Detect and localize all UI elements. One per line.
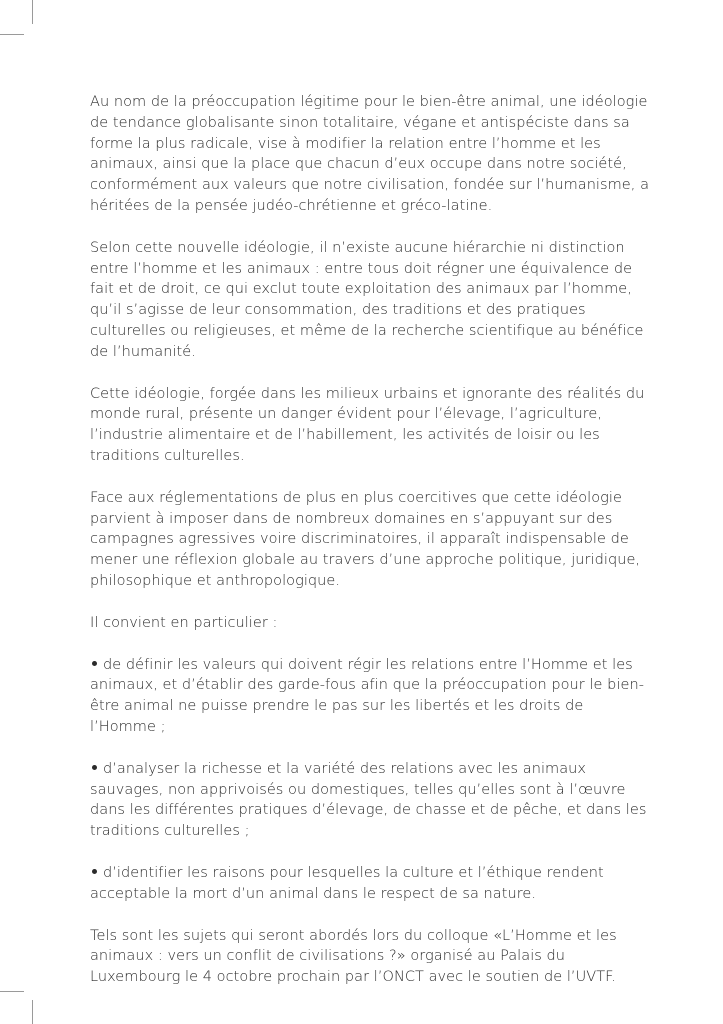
crop-mark-top-vertical (32, 0, 33, 24)
crop-mark-top-horizontal (0, 34, 24, 35)
bullet-text: de définir les valeurs qui doivent régir les relations entre l’Homme et les animaux, et d’établir des garde-fous afin que la préoccupation pour le bien-être animal ne puisse prendre le pas sur les libertés et les droits de l’Homme ; (90, 656, 645, 735)
paragraph-ideology: Selon cette nouvelle idéologie, il n’existe aucune hiérarchie ni distinction entre l’homme et les animaux : entre tous doit régner une équivalence de fait et de droit, ce qui exclut toute exploitation des animaux par l’homme, qu’il s’agisse de leur consommation, des traditions et des pratiques culturelles ou religieuses, et même de la recherche scientifique au bénéfice de l’humanité. (90, 239, 644, 360)
paragraph-colloque: Tels sont les sujets qui seront abordés lors du colloque «L’Homme et les animaux : vers un conflit de civilisations ?» organisé au Palais du Luxembourg le 4 octobre prochain par l’ONCT avec le soutien de l’UVTF. (90, 927, 617, 986)
bullet-item-raisons (90, 863, 650, 905)
bullet-item-valeurs (90, 655, 650, 738)
paragraph-regulations: Face aux réglementations de plus en plus coercitives que cette idéologie parvient à imposer dans de nombreux domaines en s’appuyant sur des campagnes agressives voire discriminatoires, il apparaît indispensable de mener une réflexion globale au travers d’une approche politique, juridique, philosophique et anthropologique. (90, 489, 641, 589)
bullet-icon (92, 869, 97, 874)
document-body (90, 92, 650, 1009)
bullet-item-relations (90, 759, 650, 842)
bullet-icon (92, 765, 97, 770)
paragraph-particulier: Il convient en particulier : (90, 614, 278, 631)
paragraph-intro: Au nom de la préoccupation légitime pour le bien-être animal, une idéologie de tendance globalisante sinon totalitaire, végane et antispéciste dans sa forme la plus radicale, vise à modifier la relation entre l’homme et les animaux, ainsi que la place que chacun d’eux occupe dans notre société, conformément aux valeurs que notre civilisation, fondée sur l’humanisme, a héritées de la pensée judéo-chrétienne et gréco-latine. (90, 94, 650, 214)
paragraph-danger: Cette idéologie, forgée dans les milieux urbains et ignorante des réalités du monde rural, présente un danger évident pour l’élevage, l’agriculture, l’industrie alimentaire et de l’habillement, les activités de loisir ou les traditions culturelles. (90, 385, 645, 464)
bullet-text: d’analyser la richesse et la variété des relations avec les animaux sauvages, non apprivoisés ou domestiques, telles qu’elles sont à l’œuvre dans les différentes pratiques d’élevage, de chasse et de pêche, et dans les traditions culturelles ; (90, 760, 647, 840)
bullet-icon (92, 661, 97, 666)
crop-mark-bottom-horizontal (0, 991, 24, 992)
bullet-text: d’identifier les raisons pour lesquelles la culture et l’éthique rendent acceptable la mort d’un animal dans le respect de sa nature. (90, 864, 604, 902)
crop-mark-bottom-vertical (32, 1000, 33, 1024)
